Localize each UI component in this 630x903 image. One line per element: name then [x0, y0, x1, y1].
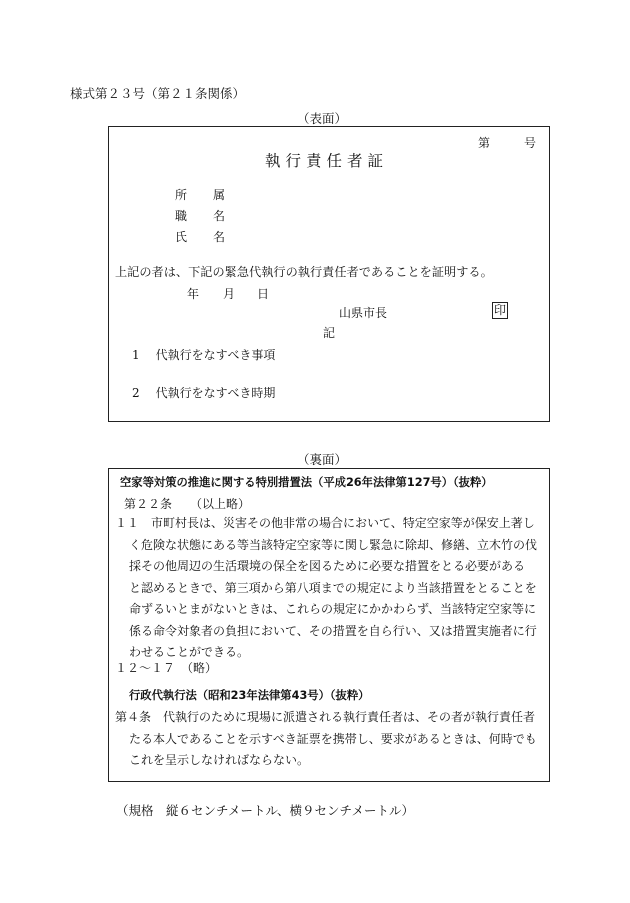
- para-line: わせることができる。: [129, 645, 250, 659]
- number-label: 第: [478, 136, 491, 150]
- field-label-a: 職: [175, 209, 188, 223]
- para-line: と認めるときで、第三項から第八項までの規定により当該措置をとることを: [129, 580, 537, 595]
- field-label-a: 所: [175, 188, 188, 202]
- card-title: 執行責任者証: [265, 152, 389, 170]
- date-month: 月: [223, 287, 236, 301]
- issuer: 山県市長: [339, 306, 388, 320]
- para-line: 第４条 代執行のために現場に派遣される執行責任者は、その者が執行責任者: [115, 710, 536, 724]
- paragraph-12-17: １２～１７ （略）: [115, 661, 218, 675]
- field-position: [175, 207, 225, 224]
- article-4: [115, 707, 537, 772]
- seal-box: [492, 302, 508, 319]
- item-2: [132, 384, 275, 401]
- field-name: [175, 228, 225, 245]
- field-label-b: 属: [213, 188, 226, 202]
- para-line: これを呈示しなければならない。: [129, 753, 310, 767]
- article-22: 第２２条 （以上略）: [124, 497, 251, 511]
- para-line: 命ずるいとまがないときは、これらの規定にかかわらず、当該特定空家等に: [129, 602, 537, 616]
- item-text: 代執行をなすべき時期: [155, 386, 276, 400]
- seal: 印: [494, 303, 507, 317]
- item-1: [132, 346, 275, 363]
- para-line: 係る命令対象者の負担において、その措置を自ら行い、又は措置実施者に行: [129, 623, 537, 638]
- para-line: く危険な状態にある等当該特定空家等に関し緊急に除却、修繕、立木竹の伐: [129, 537, 538, 552]
- ki-label: 記: [323, 326, 336, 340]
- paragraph-11: [115, 513, 537, 664]
- back-card: [108, 468, 550, 782]
- field-label-a: 氏: [175, 230, 188, 244]
- front-card: [108, 126, 550, 422]
- field-affiliation: [175, 186, 225, 203]
- item-number: 2: [132, 386, 140, 400]
- law1-title: 空家等対策の推進に関する特別措置法（平成26年法律第127号）（抜粋）: [120, 476, 493, 489]
- certify-text: 上記の者は、下記の緊急代執行の執行責任者であることを証明する。: [115, 265, 493, 279]
- field-label-b: 名: [213, 209, 226, 223]
- item-text: 代執行をなすべき事項: [155, 348, 276, 362]
- size-spec: （規格 縦６センチメートル、横９センチメートル）: [116, 803, 415, 818]
- field-label-b: 名: [213, 230, 226, 244]
- para-line: 採その他周辺の生活環境の保全を図るために必要な措置をとる必要がある: [129, 559, 526, 573]
- front-label: （表面）: [297, 111, 348, 126]
- item-number: 1: [132, 348, 140, 362]
- date-day: 日: [257, 287, 270, 301]
- para-line: たる本人であることを示すべき証票を携帯し、要求があるときは、何時でも: [129, 731, 537, 746]
- form-number: 様式第２３号（第２１条関係）: [70, 86, 246, 101]
- back-label: （裏面）: [297, 452, 348, 467]
- number-suffix: 号: [524, 136, 537, 150]
- date-year: 年: [187, 287, 200, 301]
- law2-title: 行政代執行法（昭和23年法律第43号）（抜粋）: [129, 689, 370, 702]
- para-line: １１ 市町村長は、災害その他非常の場合において、特定空家等が保安上著し: [115, 516, 535, 530]
